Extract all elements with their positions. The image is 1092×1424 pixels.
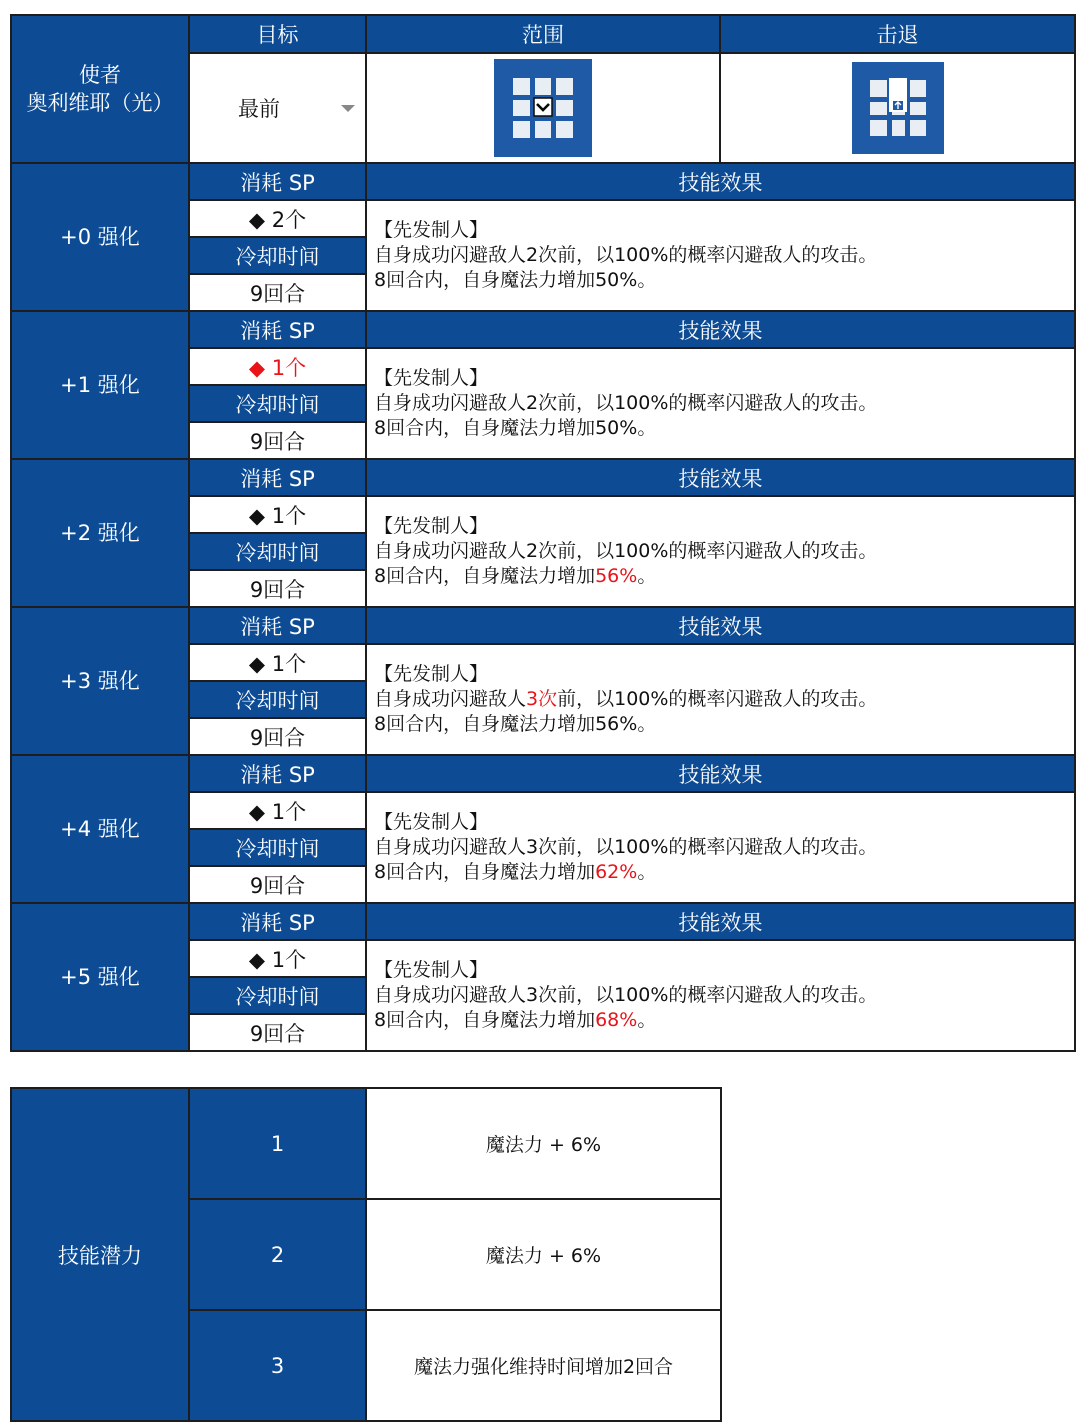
potential-table bbox=[10, 1087, 722, 1422]
effect-line-3a: 8回合内，自身魔法力增加 bbox=[374, 861, 596, 883]
sp-header: 消耗 SP bbox=[189, 163, 366, 200]
target-select[interactable] bbox=[189, 53, 366, 163]
sp-count: 2个 bbox=[271, 207, 307, 232]
cooldown-value: 9回合 bbox=[189, 274, 366, 311]
grid-knockback-icon bbox=[852, 62, 944, 154]
level-label: +4 强化 bbox=[11, 755, 189, 903]
sp-count: 1个 bbox=[271, 651, 307, 676]
sp-header: 消耗 SP bbox=[189, 607, 366, 644]
effect-header: 技能效果 bbox=[366, 163, 1075, 200]
potential-value-2: 魔法力 + 6% bbox=[366, 1199, 721, 1310]
effect-line-3c: 。 bbox=[637, 861, 657, 883]
cooldown-header: 冷却时间 bbox=[189, 681, 366, 718]
cooldown-header: 冷却时间 bbox=[189, 385, 366, 422]
user-label: 使者 bbox=[79, 63, 121, 87]
effect-title: 【先发制人】 bbox=[374, 219, 489, 241]
target-select-value: 最前 bbox=[238, 97, 280, 121]
effect-line-2a: 自身成功闪避敌人2次前，以100%的概率闪避敌人的攻击。 bbox=[374, 392, 878, 414]
effect-line-3c: 。 bbox=[637, 269, 657, 291]
effect-title: 【先发制人】 bbox=[374, 663, 489, 685]
diamond-icon: ◆ bbox=[248, 799, 266, 824]
sp-header: 消耗 SP bbox=[189, 755, 366, 792]
sp-count: 1个 bbox=[271, 799, 307, 824]
range-header: 范围 bbox=[366, 15, 720, 53]
effect-header: 技能效果 bbox=[366, 459, 1075, 496]
diamond-icon: ◆ bbox=[248, 355, 266, 380]
effect-title: 【先发制人】 bbox=[374, 367, 489, 389]
sp-value bbox=[189, 200, 366, 237]
cooldown-header: 冷却时间 bbox=[189, 829, 366, 866]
potential-num-3: 3 bbox=[189, 1310, 366, 1421]
cooldown-value: 9回合 bbox=[189, 718, 366, 755]
effect-line-3a: 8回合内，自身魔法力增加 bbox=[374, 417, 596, 439]
effect-line-3 bbox=[374, 1008, 1074, 1033]
effect-line-2 bbox=[374, 983, 1074, 1008]
level-label: +3 强化 bbox=[11, 607, 189, 755]
effect-header: 技能效果 bbox=[366, 311, 1075, 348]
effect-line-3 bbox=[374, 416, 1074, 441]
potential-num-1: 1 bbox=[189, 1088, 366, 1199]
effect-line-3b: 50% bbox=[595, 269, 638, 291]
sp-count: 1个 bbox=[271, 503, 307, 528]
effect-line-3 bbox=[374, 860, 1074, 885]
effect-line-2 bbox=[374, 391, 1074, 416]
potential-label: 技能潜力 bbox=[11, 1088, 189, 1421]
effect-line-3b: 50% bbox=[595, 417, 638, 439]
diamond-icon: ◆ bbox=[248, 503, 266, 528]
diamond-icon: ◆ bbox=[248, 207, 266, 232]
sp-count: 1个 bbox=[271, 947, 307, 972]
sp-value bbox=[189, 644, 366, 681]
effect-line-2a: 自身成功闪避敌人3次前，以100%的概率闪避敌人的攻击。 bbox=[374, 984, 878, 1006]
sp-value bbox=[189, 348, 366, 385]
cooldown-header: 冷却时间 bbox=[189, 533, 366, 570]
level-label: +1 强化 bbox=[11, 311, 189, 459]
effect-line-3b: 62% bbox=[595, 861, 638, 883]
effect-header: 技能效果 bbox=[366, 607, 1075, 644]
effect-text bbox=[366, 644, 1075, 755]
cooldown-value: 9回合 bbox=[189, 422, 366, 459]
effect-line-3c: 。 bbox=[637, 417, 657, 439]
effect-text bbox=[366, 792, 1075, 903]
effect-line-3a: 8回合内，自身魔法力增加 bbox=[374, 269, 596, 291]
effect-title: 【先发制人】 bbox=[374, 515, 489, 537]
effect-text bbox=[366, 496, 1075, 607]
potential-num-2: 2 bbox=[189, 1199, 366, 1310]
sp-header: 消耗 SP bbox=[189, 903, 366, 940]
sp-value bbox=[189, 792, 366, 829]
effect-header: 技能效果 bbox=[366, 903, 1075, 940]
level-label: +0 强化 bbox=[11, 163, 189, 311]
sp-count: 1个 bbox=[271, 355, 307, 380]
effect-line-3c: 。 bbox=[637, 565, 657, 587]
effect-text bbox=[366, 200, 1075, 311]
cooldown-value: 9回合 bbox=[189, 570, 366, 607]
user-cell bbox=[11, 15, 189, 163]
effect-title: 【先发制人】 bbox=[374, 811, 489, 833]
effect-line-2 bbox=[374, 243, 1074, 268]
effect-line-3 bbox=[374, 268, 1074, 293]
effect-line-3b: 56% bbox=[595, 565, 638, 587]
effect-line-2a: 自身成功闪避敌人2次前，以100%的概率闪避敌人的攻击。 bbox=[374, 540, 878, 562]
knockback-header: 击退 bbox=[720, 15, 1075, 53]
effect-text bbox=[366, 940, 1075, 1051]
effect-line-3a: 8回合内，自身魔法力增加 bbox=[374, 713, 596, 735]
cooldown-value: 9回合 bbox=[189, 866, 366, 903]
knockback-cell bbox=[720, 53, 1075, 163]
effect-line-2a: 自身成功闪避敌人2次前，以100%的概率闪避敌人的攻击。 bbox=[374, 244, 878, 266]
levels-body bbox=[11, 163, 1075, 1051]
effect-line-3c: 。 bbox=[637, 713, 657, 735]
potential-value-1: 魔法力 + 6% bbox=[366, 1088, 721, 1199]
effect-line-3 bbox=[374, 564, 1074, 589]
effect-line-2b: 3次 bbox=[526, 688, 558, 710]
sp-value bbox=[189, 496, 366, 533]
effect-header: 技能效果 bbox=[366, 755, 1075, 792]
effect-line-3b: 68% bbox=[595, 1009, 638, 1031]
cooldown-value: 9回合 bbox=[189, 1014, 366, 1051]
effect-line-3c: 。 bbox=[637, 1009, 657, 1031]
effect-line-3a: 8回合内，自身魔法力增加 bbox=[374, 565, 596, 587]
range-cell bbox=[366, 53, 720, 163]
cooldown-header: 冷却时间 bbox=[189, 237, 366, 274]
effect-line-2c: 前，以100%的概率闪避敌人的攻击。 bbox=[557, 688, 878, 710]
effect-line-3 bbox=[374, 712, 1074, 737]
sp-header: 消耗 SP bbox=[189, 311, 366, 348]
diamond-icon: ◆ bbox=[248, 947, 266, 972]
target-header: 目标 bbox=[189, 15, 366, 53]
effect-line-2 bbox=[374, 835, 1074, 860]
effect-line-2 bbox=[374, 687, 1074, 712]
effect-line-3a: 8回合内，自身魔法力增加 bbox=[374, 1009, 596, 1031]
skill-table bbox=[10, 14, 1076, 1052]
grid-target-icon bbox=[494, 59, 592, 157]
level-label: +5 强化 bbox=[11, 903, 189, 1051]
sp-header: 消耗 SP bbox=[189, 459, 366, 496]
effect-line-2 bbox=[374, 539, 1074, 564]
sp-value bbox=[189, 940, 366, 977]
effect-title: 【先发制人】 bbox=[374, 959, 489, 981]
effect-text bbox=[366, 348, 1075, 459]
effect-line-2a: 自身成功闪避敌人3次前，以100%的概率闪避敌人的攻击。 bbox=[374, 836, 878, 858]
level-label: +2 强化 bbox=[11, 459, 189, 607]
diamond-icon: ◆ bbox=[248, 651, 266, 676]
cooldown-header: 冷却时间 bbox=[189, 977, 366, 1014]
effect-line-2a: 自身成功闪避敌人 bbox=[374, 688, 527, 710]
chevron-down-icon[interactable] bbox=[341, 105, 355, 112]
potential-value-3: 魔法力强化维持时间增加2回合 bbox=[366, 1310, 721, 1421]
user-name: 奥利维耶（光） bbox=[26, 91, 174, 115]
effect-line-3b: 56% bbox=[595, 713, 638, 735]
